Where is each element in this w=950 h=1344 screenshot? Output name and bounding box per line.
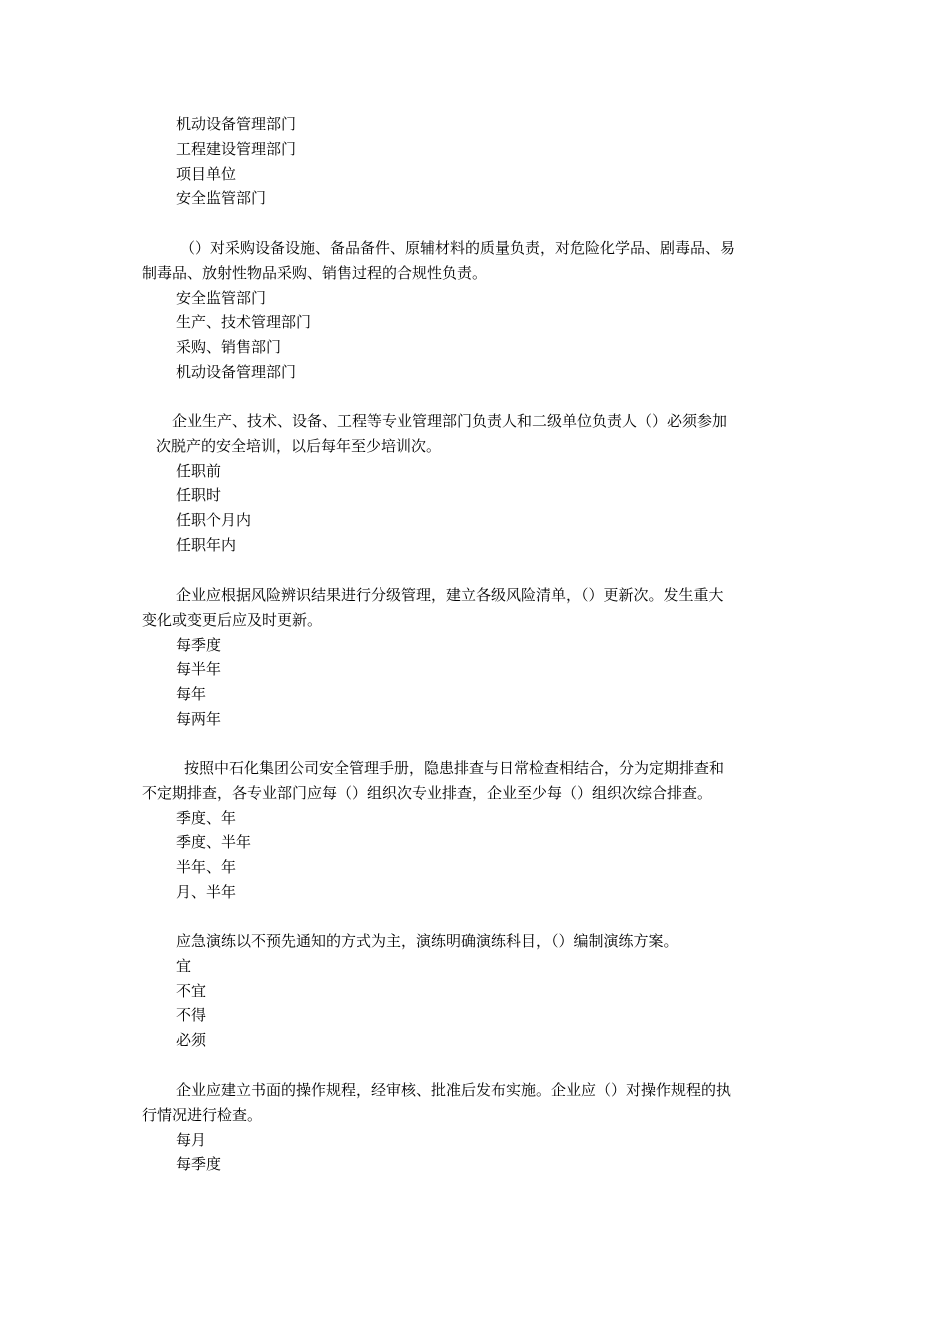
option-item: 安全监管部门 [176, 189, 267, 208]
option-item: 每季度 [176, 1155, 222, 1174]
question-text: 企业应根据风险辨识结果进行分级管理，建立各级风险清单，（）更新次。发生重大 [176, 586, 724, 604]
option-item: 不得 [176, 1006, 207, 1025]
option-item: 每两年 [176, 709, 222, 728]
option-item: 工程建设管理部门 [176, 139, 297, 158]
option-item: 机动设备管理部门 [176, 115, 297, 133]
option-item: 每季度 [176, 635, 222, 654]
option-item: 任职个月内 [176, 511, 252, 530]
question-text: 按照中石化集团公司安全管理手册，隐患排查与日常检查相结合，分为定期排查和 [184, 759, 725, 777]
question-block-6 [142, 1078, 812, 1177]
question-block-1 [142, 236, 812, 385]
option-item: 生产、技术管理部门 [176, 313, 312, 332]
option-item: 每年 [176, 685, 207, 704]
option-item: 任职前 [176, 461, 222, 480]
option-item: 项目单位 [176, 164, 237, 183]
option-item: 每月 [176, 1130, 207, 1149]
option-item: 季度、年 [176, 808, 237, 827]
question-text-continued: 次脱产的安全培训，以后每年至少培训次。 [156, 436, 442, 455]
option-item: 必须 [176, 1031, 207, 1050]
question-block-3 [142, 583, 812, 732]
question-text: （）对采购设备设施、备品备件、原辅材料的质量负责，对危险化学品、剧毒品、易 [180, 239, 736, 257]
option-item: 任职时 [176, 486, 222, 505]
option-item: 月、半年 [176, 882, 237, 901]
option-item: 安全监管部门 [176, 288, 267, 307]
option-item: 任职年内 [176, 535, 237, 554]
question-text-continued: 制毒品、放射性物品采购、销售过程的合规性负责。 [142, 263, 488, 282]
question-block-2 [142, 409, 812, 558]
option-item: 季度、半年 [176, 833, 252, 852]
question-block-0 [142, 112, 812, 211]
option-item: 采购、销售部门 [176, 338, 282, 357]
question-block-5 [142, 929, 812, 1053]
option-item: 宜 [176, 956, 192, 975]
question-text-continued: 不定期排查，各专业部门应每（）组织次专业排查，企业至少每（）组织次综合排查。 [142, 783, 713, 802]
question-text-continued: 行情况进行检查。 [142, 1105, 263, 1124]
option-item: 不宜 [176, 981, 207, 1000]
option-item: 机动设备管理部门 [176, 362, 297, 381]
option-item: 半年、年 [176, 858, 237, 877]
question-block-4 [142, 756, 812, 905]
question-text: 企业生产、技术、设备、工程等专业管理部门负责人和二级单位负责人（）必须参加 [172, 412, 728, 430]
option-item: 每半年 [176, 660, 222, 679]
question-text-continued: 变化或变更后应及时更新。 [142, 610, 323, 629]
question-text: 企业应建立书面的操作规程，经审核、批准后发布实施。企业应（）对操作规程的执 [176, 1081, 732, 1099]
question-text: 应急演练以不预先通知的方式为主，演练明确演练科目，（）编制演练方案。 [176, 932, 679, 950]
